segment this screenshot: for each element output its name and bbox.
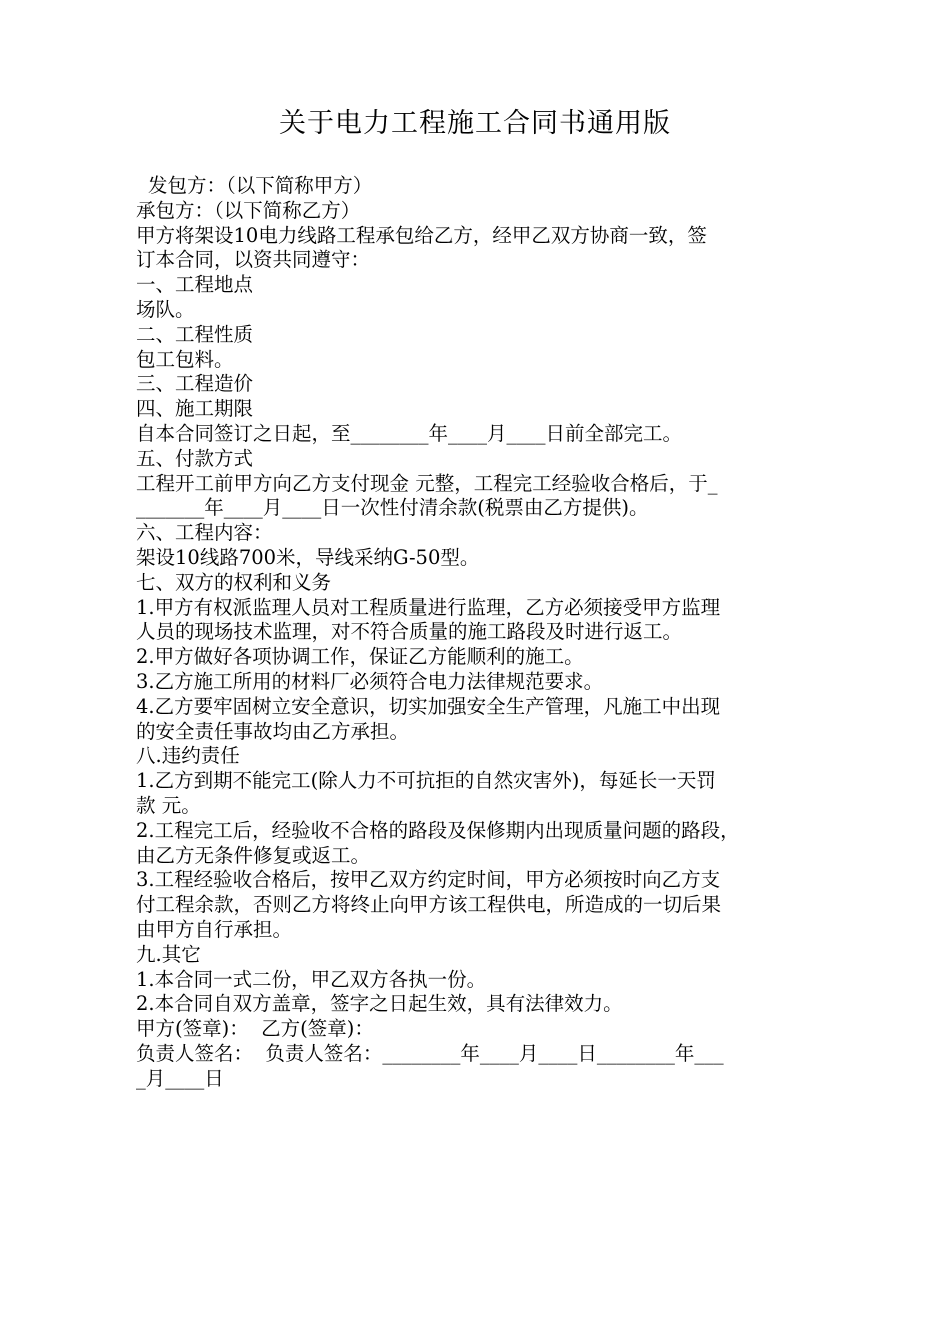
section-text-content: 架设10线路700米，导线采纳G-50型。	[136, 545, 480, 569]
rights-item-4b: 的安全责任事故均由乙方承担。	[136, 719, 410, 743]
rights-item-1b: 人员的现场技术监理，对不符合质量的施工路段及时进行返工。	[136, 620, 683, 644]
document-title: 关于电力工程施工合同书通用版	[279, 108, 671, 139]
section-text-location: 场队。	[136, 297, 195, 321]
section-text-nature: 包工包料。	[136, 347, 234, 371]
rights-item-2: 2.甲方做好各项协调工作，保证乙方能顺利的施工。	[136, 645, 584, 669]
section-heading-payment: 五、付款方式	[136, 446, 254, 470]
section-heading-liability: 八.违约责任	[136, 744, 240, 768]
section-text-period: 自本合同签订之日起，至________年____月____日前全部完工。	[136, 421, 683, 445]
party-a-line: 发包方：（以下简称甲方）	[148, 174, 373, 197]
contract-body	[136, 174, 816, 1091]
signature-date-line: _月____日	[136, 1066, 224, 1090]
section-heading-content: 六、工程内容：	[136, 521, 273, 545]
section-heading-other: 九.其它	[136, 942, 201, 966]
liability-item-3c: 由甲方自行承担。	[136, 917, 293, 941]
signature-seal-line: 甲方(签章)： 乙方(签章)：	[136, 1017, 374, 1041]
section-heading-cost: 三、工程造价	[136, 372, 254, 396]
rights-item-3: 3.乙方施工所用的材料厂必须符合电力法律规范要求。	[136, 669, 604, 693]
section-heading-period: 四、施工期限	[136, 397, 254, 421]
rights-item-4a: 4.乙方要牢固树立安全意识，切实加强安全生产管理，凡施工中出现	[136, 694, 721, 718]
liability-item-2b: 由乙方无条件修复或返工。	[136, 843, 371, 867]
section-heading-rights: 七、双方的权利和义务	[136, 570, 332, 594]
liability-item-3a: 3.工程经验收合格后，按甲乙双方约定时间，甲方必须按时向乙方支	[136, 868, 721, 892]
section-heading-location: 一、工程地点	[136, 273, 254, 297]
section-text-payment-2: _______年____月____日一次性付清余款(税票由乙方提供)。	[136, 496, 649, 520]
other-item-1: 1.本合同一式二份，甲乙双方各执一份。	[136, 967, 487, 991]
liability-item-2a: 2.工程完工后，经验收不合格的路段及保修期内出现质量问题的路段，	[136, 818, 740, 842]
section-text-payment-1: 工程开工前甲方向乙方支付现金 元整，工程完工经验收合格后，于_	[136, 471, 718, 495]
signature-name-line: 负责人签名： 负责人签名：________年____月____日________年___	[136, 1041, 724, 1065]
section-heading-nature: 二、工程性质	[136, 322, 254, 346]
rights-item-1a: 1.甲方有权派监理人员对工程质量进行监理，乙方必须接受甲方监理	[136, 595, 721, 619]
liability-item-1a: 1.乙方到期不能完工(除人力不可抗拒的自然灾害外)，每延长一天罚	[136, 769, 716, 793]
liability-item-1b: 款 元。	[136, 793, 201, 817]
intro-line-1: 甲方将架设10电力线路工程承包给乙方，经甲乙双方协商一致，签	[136, 223, 707, 247]
other-item-2: 2.本合同自双方盖章，签字之日起生效，具有法律效力。	[136, 992, 623, 1016]
liability-item-3b: 付工程余款，否则乙方将终止向甲方该工程供电，所造成的一切后果	[136, 893, 722, 917]
party-b-line: 承包方：（以下简称乙方）	[136, 198, 361, 222]
intro-line-2: 订本合同，以资共同遵守：	[136, 248, 371, 272]
